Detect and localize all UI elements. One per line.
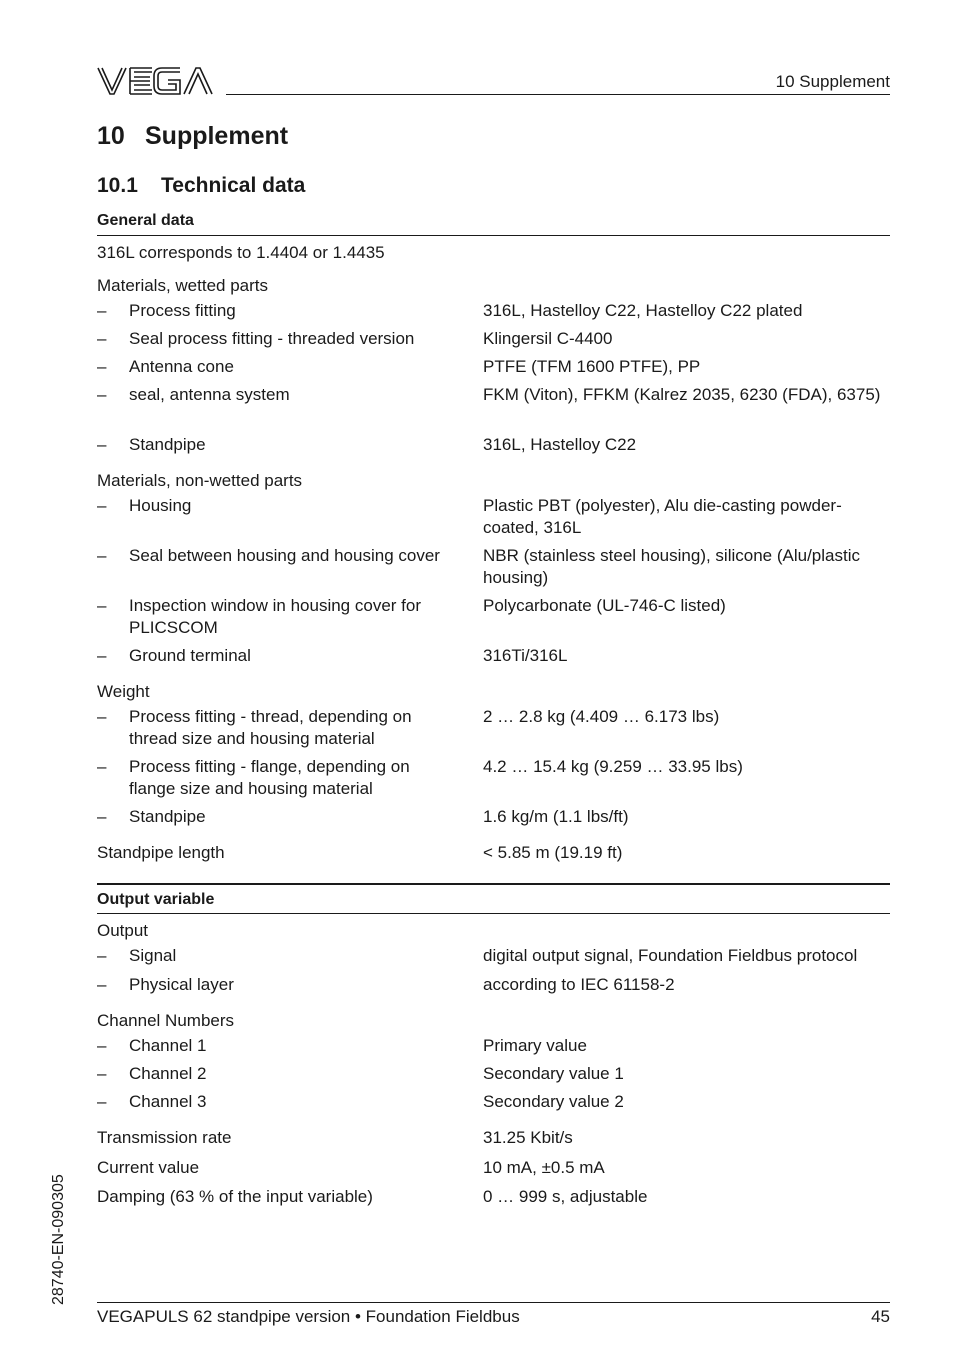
wetted-item: Standpipe bbox=[129, 435, 206, 454]
footer-rule bbox=[97, 1302, 890, 1303]
list-dash: – bbox=[97, 435, 107, 454]
weight-value: 2 … 2.8 kg (4.409 … 6.173 lbs) bbox=[483, 707, 720, 726]
damping-value: 0 … 999 s, adjustable bbox=[483, 1187, 648, 1206]
list-dash: – bbox=[97, 546, 107, 565]
list-dash: – bbox=[97, 1092, 107, 1111]
output-item: Signal bbox=[129, 946, 177, 965]
list-dash: – bbox=[97, 385, 107, 404]
damping-label: Damping (63 % of the input variable) bbox=[97, 1187, 373, 1206]
weight-item: Standpipe bbox=[129, 807, 206, 826]
channel-value: Secondary value 1 bbox=[483, 1064, 624, 1083]
list-dash: – bbox=[97, 707, 107, 726]
header-section-ref: 10 Supplement bbox=[775, 72, 890, 91]
nonwetted-value: 316Ti/316L bbox=[483, 646, 568, 665]
output-top-rule bbox=[97, 883, 890, 885]
wetted-value: 316L, Hastelloy C22 bbox=[483, 435, 637, 454]
wetted-value: PTFE (TFM 1600 PTFE), PP bbox=[483, 357, 701, 376]
output-value: according to IEC 61158-2 bbox=[483, 975, 675, 994]
wetted-item: Antenna cone bbox=[129, 357, 234, 376]
list-dash: – bbox=[97, 1036, 107, 1055]
list-dash: – bbox=[97, 496, 107, 515]
channel-item: Channel 1 bbox=[129, 1036, 207, 1055]
channel-numbers-label: Channel Numbers bbox=[97, 1011, 235, 1030]
subsection-title: Technical data bbox=[161, 174, 306, 197]
chapter-title: Supplement bbox=[145, 122, 289, 150]
document-code: 28740-EN-090305 bbox=[50, 1174, 67, 1305]
list-dash: – bbox=[97, 975, 107, 994]
list-dash: – bbox=[97, 596, 107, 615]
list-dash: – bbox=[97, 946, 107, 965]
wetted-item: Seal process fitting - threaded version bbox=[129, 329, 415, 348]
current-value-label: Current value bbox=[97, 1158, 200, 1177]
nonwetted-value: Plastic PBT (polyester), Alu die-casting powder-coated, 316L bbox=[483, 496, 842, 537]
weight-value: 4.2 … 15.4 kg (9.259 … 33.95 lbs) bbox=[483, 757, 743, 776]
nonwetted-item: Housing bbox=[129, 496, 192, 515]
nonwetted-value: Polycarbonate (UL-746-C listed) bbox=[483, 596, 726, 615]
list-dash: – bbox=[97, 807, 107, 826]
output-item: Physical layer bbox=[129, 975, 234, 994]
wetted-value: Klingersil C-4400 bbox=[483, 329, 613, 348]
channel-value: Primary value bbox=[483, 1036, 587, 1055]
weight-value: 1.6 kg/m (1.1 lbs/ft) bbox=[483, 807, 629, 826]
list-dash: – bbox=[97, 357, 107, 376]
wetted-item: Process fitting bbox=[129, 301, 236, 320]
footer-title: VEGAPULS 62 standpipe version • Foundation Fieldbus bbox=[97, 1307, 520, 1326]
subsection-number: 10.1 bbox=[97, 174, 138, 197]
weight-item: Process fitting - thread, depending on thread size and housing material bbox=[129, 707, 412, 748]
output-label: Output bbox=[97, 921, 149, 940]
output-variable-rule bbox=[97, 913, 890, 914]
list-dash: – bbox=[97, 646, 107, 665]
general-data-title: General data bbox=[97, 212, 194, 229]
list-dash: – bbox=[97, 757, 107, 776]
general-data-rule bbox=[97, 235, 890, 236]
page-number: 45 bbox=[871, 1307, 890, 1326]
list-dash: – bbox=[97, 1064, 107, 1083]
weight-item: Process fitting - flange, depending on flange size and housing material bbox=[129, 757, 410, 798]
transmission-rate-value: 31.25 Kbit/s bbox=[483, 1128, 573, 1147]
wetted-value: FKM (Viton), FFKM (Kalrez 2035, 6230 (FDA), 6375) bbox=[483, 385, 881, 404]
subsection-heading bbox=[97, 174, 305, 198]
header-rule bbox=[226, 94, 890, 95]
nonwetted-item: Inspection window in housing cover for PLICSCOM bbox=[129, 596, 421, 637]
vega-logo bbox=[96, 64, 214, 98]
wetted-item: seal, antenna system bbox=[129, 385, 290, 404]
nonwetted-item: Seal between housing and housing cover bbox=[129, 546, 440, 565]
output-value: digital output signal, Foundation Fieldbus protocol bbox=[483, 946, 858, 965]
current-value-value: 10 mA, ±0.5 mA bbox=[483, 1158, 605, 1177]
channel-value: Secondary value 2 bbox=[483, 1092, 624, 1111]
nonwetted-item: Ground terminal bbox=[129, 646, 251, 665]
nonwetted-value: NBR (stainless steel housing), silicone (Alu/plastic housing) bbox=[483, 546, 860, 587]
chapter-number: 10 bbox=[97, 122, 125, 150]
channel-item: Channel 3 bbox=[129, 1092, 207, 1111]
wetted-value: 316L, Hastelloy C22, Hastelloy C22 plated bbox=[483, 301, 803, 320]
weight-label: Weight bbox=[97, 682, 150, 701]
standpipe-length-label: Standpipe length bbox=[97, 843, 225, 862]
material-note: 316L corresponds to 1.4404 or 1.4435 bbox=[97, 243, 385, 262]
standpipe-length-value: < 5.85 m (19.19 ft) bbox=[483, 843, 623, 862]
wetted-parts-label: Materials, wetted parts bbox=[97, 276, 269, 295]
output-variable-title: Output variable bbox=[97, 891, 215, 908]
transmission-rate-label: Transmission rate bbox=[97, 1128, 232, 1147]
nonwetted-parts-label: Materials, non-wetted parts bbox=[97, 471, 303, 490]
chapter-heading bbox=[97, 122, 288, 151]
list-dash: – bbox=[97, 301, 107, 320]
list-dash: – bbox=[97, 329, 107, 348]
channel-item: Channel 2 bbox=[129, 1064, 207, 1083]
